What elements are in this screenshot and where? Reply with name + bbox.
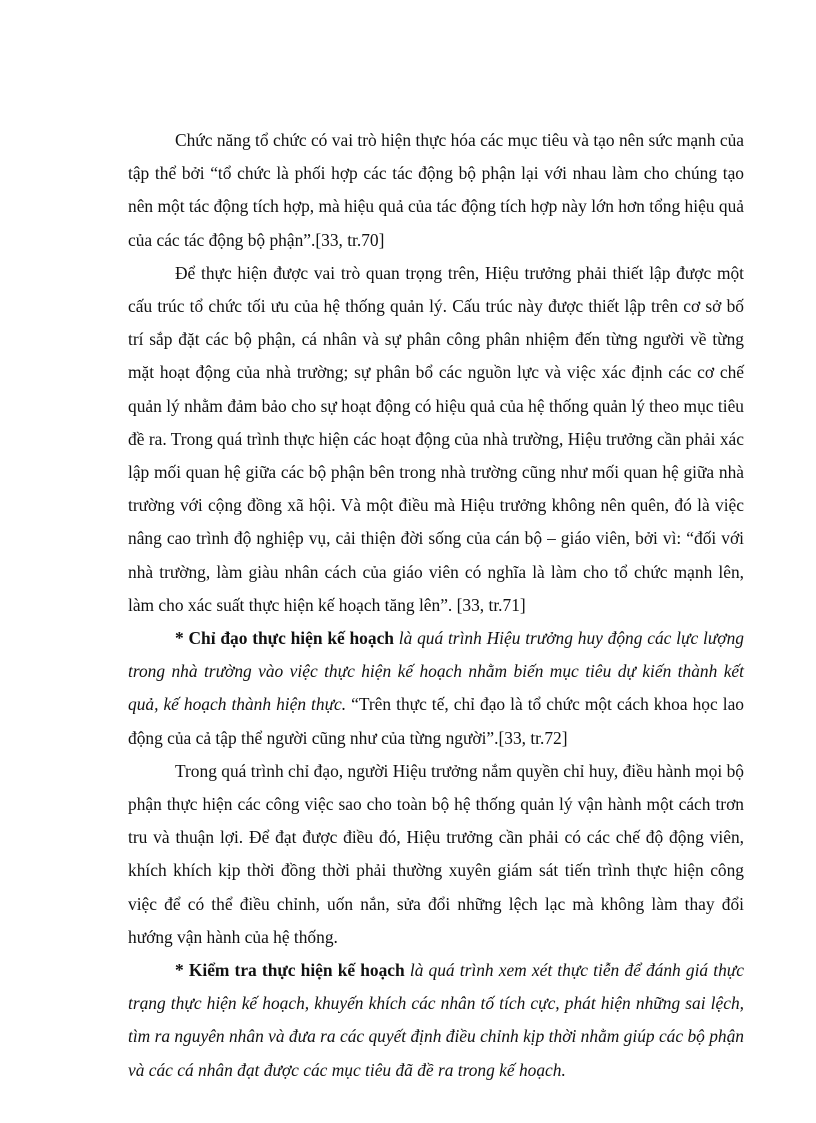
paragraph-organizing-function — [128, 124, 744, 257]
section-heading-checking: * Kiểm tra thực hiện kế hoạch — [175, 960, 405, 981]
section-heading-directing: * Chỉ đạo thực hiện kế hoạch — [175, 628, 394, 649]
paragraph-principal-role — [128, 257, 744, 622]
directing-definition: là quá trình Hiệu trưởng huy động các lực lượng trong nhà trường vào việc thực hiện kế hoạch nhằm biến mục tiêu dự kiến thành kết quả, kế hoạch thành hiện thực. — [128, 628, 744, 715]
paragraph-text: Để thực hiện được vai trò quan trọng trên, Hiệu trưởng phải thiết lập được một cấu trúc tổ chức tối ưu của hệ thống quản lý. Cấu trúc này được thiết lập trên cơ sở bố trí sắp đặt các bộ phận, cá nhân và sự phân công phân nhiệm đến từng người về từng mặt hoạt động của nhà trường; sự phân bổ các nguồn lực và việc xác định các cơ chế quản lý nhằm đảm bảo cho sự hoạt động có hiệu quả của hệ thống quản lý theo mục tiêu đề ra. Trong quá trình thực hiện các hoạt động của nhà trường, Hiệu trưởng cần phải xác lập mối quan hệ giữa các bộ phận bên trong nhà trường cũng như mối quan hệ giữa nhà trường với cộng đồng xã hội. Và một điều mà Hiệu trưởng không nên quên, đó là việc nâng cao trình độ nghiệp vụ, cải thiện đời sống của cán bộ – giáo viên, bởi vì: “đối với nhà trường, làm giàu nhân cách của giáo viên có nghĩa là làm cho tổ chức mạnh lên, làm cho xác suất thực hiện kế hoạch tăng lên”. [33, tr.71] — [128, 262, 744, 615]
directing-quote: “Trên thực tế, chỉ đạo là tổ chức một cách khoa học lao động của cả tập thể người cũng như của từng người”.[33, tr.72] — [128, 694, 744, 748]
paragraph-checking — [128, 954, 744, 1087]
paragraph-text: Trong quá trình chỉ đạo, người Hiệu trưởng nắm quyền chỉ huy, điều hành mọi bộ phận thực hiện các công việc sao cho toàn bộ hệ thống quản lý vận hành một cách trơn tru và thuận lợi. Để đạt được điều đó, Hiệu trưởng cần phải có các chế độ động viên, khích khích kịp thời đồng thời phải thường xuyên giám sát tiến trình thực hiện công việc để có thể điều chỉnh, uốn nắn, sửa đổi những lệch lạc mà không làm thay đổi hướng vận hành của hệ thống. — [128, 760, 744, 947]
paragraph-text: Chức năng tổ chức có vai trò hiện thực hóa các mục tiêu và tạo nên sức mạnh của tập thể bởi “tổ chức là phối hợp các tác động bộ phận lại với nhau làm cho chúng tạo nên một tác động tích hợp, mà hiệu quả của tác động tích hợp này lớn hơn tổng hiệu quả của các tác động bộ phận”.[33, tr.70] — [128, 130, 744, 250]
body-text — [128, 124, 744, 1087]
paragraph-directing-process — [128, 755, 744, 954]
checking-definition: là quá trình xem xét thực tiễn để đánh giá thực trạng thực hiện kế hoạch, khuyến khích các nhân tố tích cực, phát hiện những sai lệch, tìm ra nguyên nhân và đưa ra các quyết định điều chỉnh kịp thời nhằm giúp các bộ phận và các cá nhân đạt được các mục tiêu đã đề ra trong kế hoạch. — [128, 960, 744, 1080]
paragraph-directing — [128, 622, 744, 755]
